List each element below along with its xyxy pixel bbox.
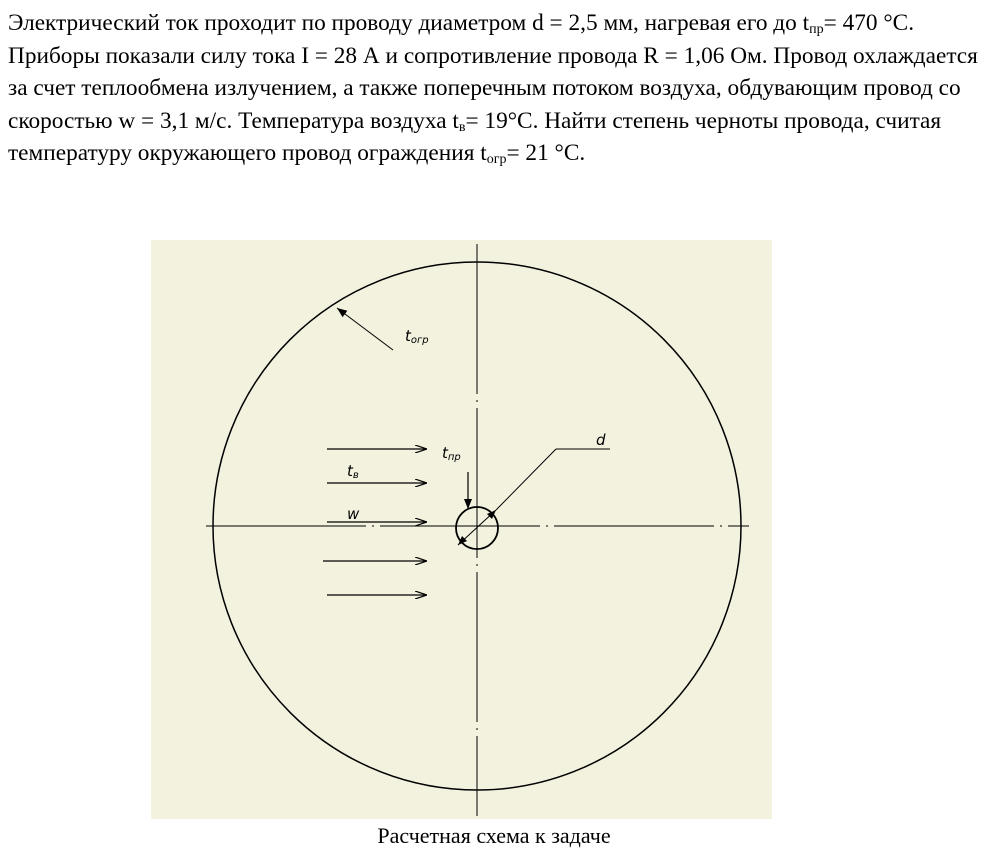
subscript-pr: пр bbox=[809, 22, 824, 37]
diagram-svg bbox=[151, 240, 772, 819]
label-w: w bbox=[347, 505, 360, 523]
label-t-ogr: tогр bbox=[405, 327, 429, 346]
label-t-pr: tпр bbox=[442, 444, 461, 463]
calculation-diagram bbox=[151, 240, 772, 819]
diameter-leader-line bbox=[496, 449, 556, 510]
problem-text-part-4: = 21 °С. bbox=[506, 140, 586, 166]
label-d: d bbox=[596, 431, 606, 449]
problem-text-part-2: = 470 °С. Приборы показали силу тока I = 28 А и сопротивление провода R = 1,06 Ом. Провод охлаждается за счет теплообмена излучением, а также поперечным потоком воздуха, обдувающим провод со скоростью w = 3,1 м/с. Температура воздуха t bbox=[8, 10, 978, 134]
enclosure-temp-arrow bbox=[337, 308, 393, 350]
problem-statement bbox=[8, 7, 982, 170]
problem-text-part-1: Электрический ток проходит по проводу диаметром d = 2,5 мм, нагревая его до t bbox=[8, 10, 810, 36]
problem-text-part-3: = 19°С. Найти степень черноты провода, считая температуру окружающего провод ограждения t bbox=[8, 107, 942, 166]
subscript-v: в bbox=[458, 119, 466, 135]
figure-caption: Расчетная схема к задаче bbox=[377, 823, 611, 848]
label-t-v: tв bbox=[347, 462, 359, 481]
subscript-ogr: огр bbox=[486, 152, 507, 167]
